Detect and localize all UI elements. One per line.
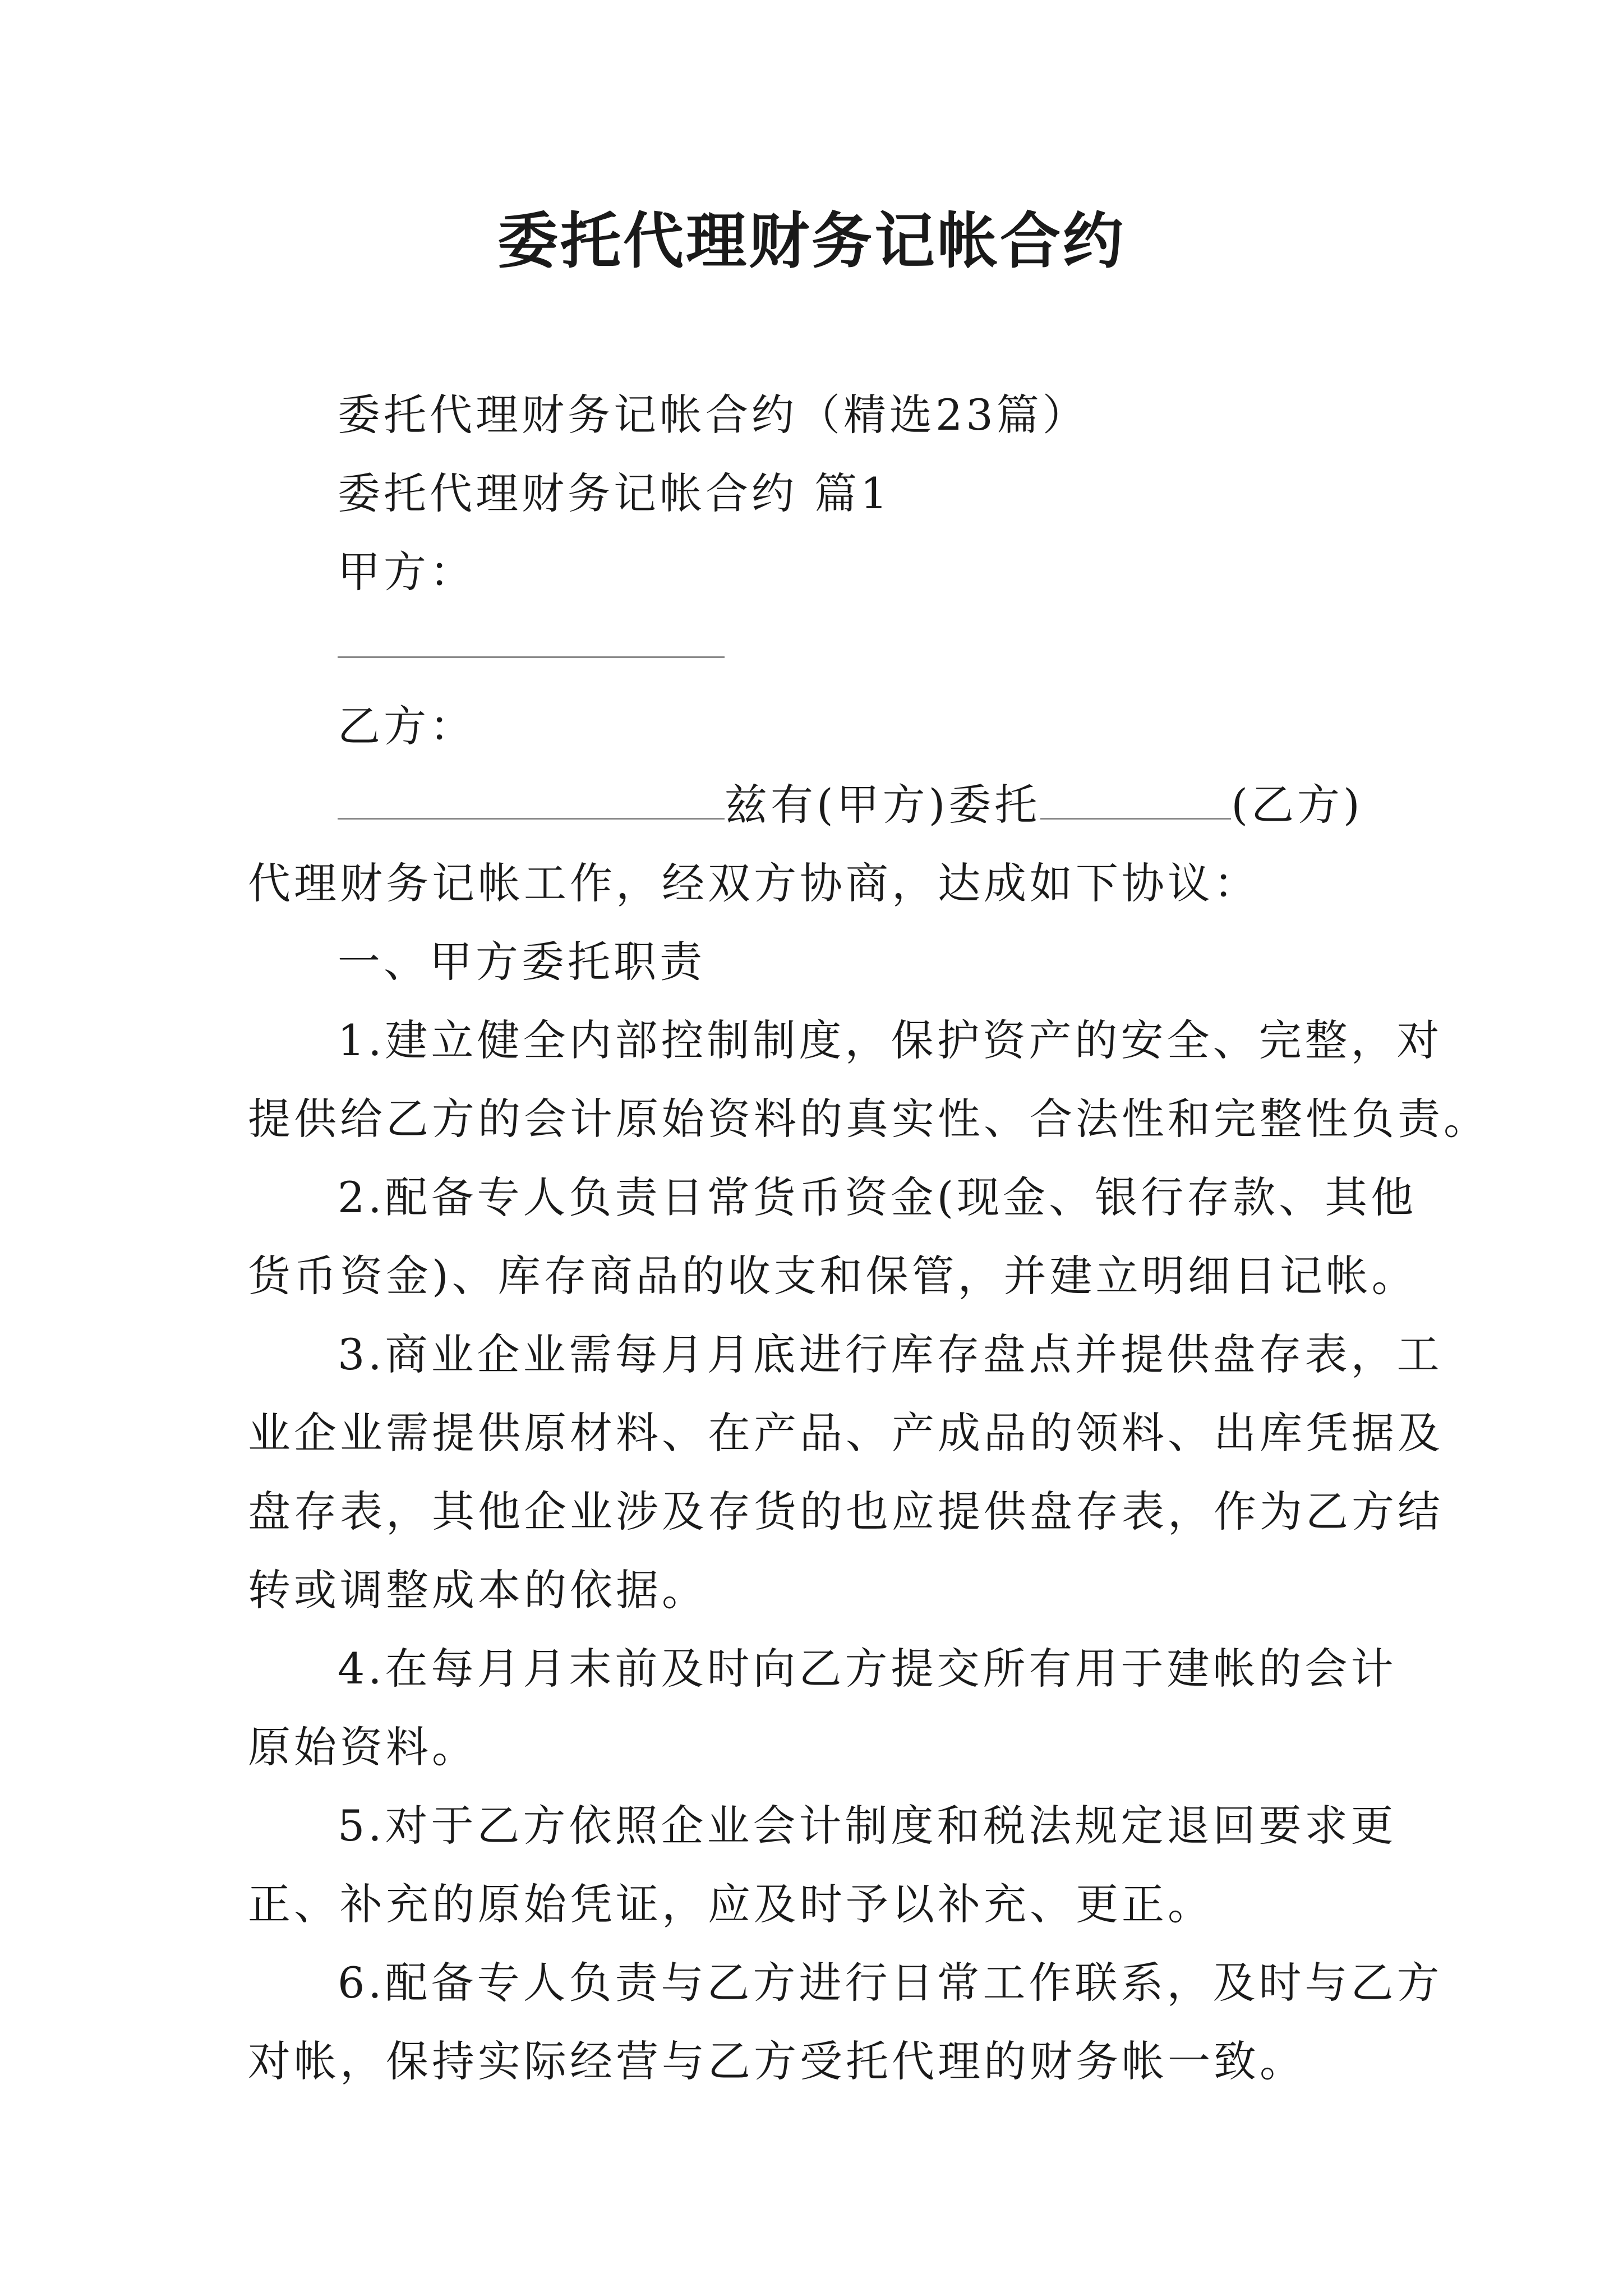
- clause-6-line-2: 对帐，保持实际经营与乙方受托代理的财务帐一致。: [248, 2036, 1306, 2086]
- article-heading: 委托代理财务记帐合约 篇1: [338, 468, 891, 518]
- clause-4-line-2: 原始资料。: [248, 1722, 478, 1772]
- entrust-text-2: (乙方): [1231, 780, 1363, 830]
- document-title: 委托代理财务记帐合约: [497, 206, 1126, 277]
- clause-3-line-2: 业企业需提供原材料、在产品、产成品的领料、出库凭据及: [248, 1408, 1444, 1458]
- clause-1-first-line: 1.建立健全内部控制制度，保护资产的安全、完整，对: [338, 1015, 1443, 1065]
- clause-3-line-4: 转或调整成本的依据。: [248, 1565, 708, 1615]
- clause-2-line-2: 货币资金)、库存商品的收支和保管，并建立明细日记帐。: [248, 1251, 1418, 1301]
- party-a-name-blank: [338, 780, 725, 820]
- party-b-name-blank: [1040, 780, 1231, 820]
- clause-1-line-2: 提供给乙方的会计原始资料的真实性、合法性和完整性负责。: [248, 1094, 1490, 1144]
- party-b-label: 乙方：: [338, 701, 476, 751]
- clause-3-first-line: 3.商业企业需每月月底进行库存盘点并提供盘存表，工: [338, 1329, 1443, 1379]
- party-a-blank-line: [338, 656, 725, 658]
- clause-3-line-3: 盘存表，其他企业涉及存货的也应提供盘存表，作为乙方结: [248, 1487, 1444, 1536]
- clause-5-first-line: 5.对于乙方依照企业会计制度和税法规定退回要求更: [338, 1801, 1397, 1851]
- entrust-line: [338, 777, 1363, 833]
- entrust-continuation: 代理财务记帐工作，经双方协商，达成如下协议：: [248, 858, 1260, 908]
- section-one-heading: 一、甲方委托职责: [338, 937, 706, 987]
- clause-6-first-line: 6.配备专人负责与乙方进行日常工作联系，及时与乙方: [338, 1958, 1443, 2008]
- entrust-text-1: 兹有(甲方)委托: [725, 780, 1041, 830]
- document-subtitle: 委托代理财务记帐合约（精选23篇）: [338, 390, 1089, 440]
- clause-5-line-2: 正、补充的原始凭证，应及时予以补充、更正。: [248, 1879, 1214, 1929]
- clause-2-first-line: 2.配备专人负责日常货币资金(现金、银行存款、其他: [338, 1172, 1417, 1222]
- clause-4-first-line: 4.在每月月末前及时向乙方提交所有用于建帐的会计: [338, 1644, 1397, 1694]
- party-a-label: 甲方：: [338, 547, 476, 597]
